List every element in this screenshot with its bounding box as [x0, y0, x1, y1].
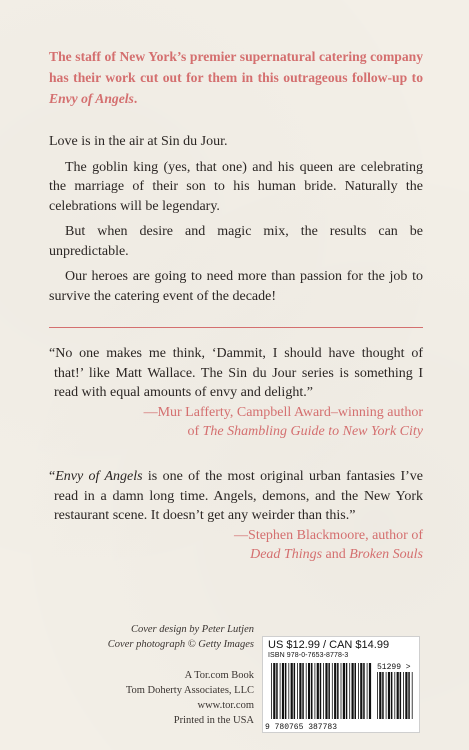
barcode-addon-digits: 51299 >	[377, 663, 411, 672]
quote-open-mark: “	[49, 469, 56, 484]
quote-attribution	[49, 526, 423, 565]
imprint-website: www.tor.com	[197, 700, 254, 711]
barcode-bar	[273, 663, 275, 719]
credit-design: Cover design by Peter Lutjen	[130, 624, 254, 635]
barcode-bar	[337, 663, 339, 719]
barcode-panel	[262, 636, 420, 733]
barcode-bar	[397, 672, 399, 719]
barcode-bar	[346, 663, 348, 719]
barcode-bar	[320, 663, 322, 719]
price-label: US $12.99 / CAN $14.99	[268, 639, 390, 651]
divider-rule	[49, 327, 423, 328]
barcode-bar	[323, 663, 324, 719]
barcode-bar	[317, 663, 319, 719]
tagline-blurb	[49, 46, 423, 109]
barcode-bar	[334, 663, 336, 719]
isbn-label: ISBN 978-0-7653-8778-3	[268, 652, 349, 659]
synopsis-paragraph: The goblin king (yes, that one) and his queen are celebrating the marriage of their son to his human bride. Naturally the celebrations will be legendary.	[49, 159, 423, 214]
barcode-bar	[355, 663, 357, 719]
barcode-bar	[367, 663, 368, 719]
barcode-bar	[280, 663, 281, 719]
barcode-bar	[360, 663, 362, 719]
quote-attribution	[49, 403, 423, 442]
review-quote-lafferty	[49, 344, 423, 442]
barcode-bar	[308, 663, 310, 719]
quote-text	[49, 467, 423, 526]
imprint-line: Tom Doherty Associates, LLC	[125, 685, 254, 696]
barcode-bar	[325, 663, 327, 719]
barcode-bar	[285, 663, 287, 719]
barcode-bar	[382, 672, 384, 719]
attribution-line	[49, 545, 423, 565]
quote-text: “No one makes me think, ‘Dammit, I should have thought of that!’ like Matt Wallace. The Sin du Jour series is something I read with equal amounts of envy and delight.”	[49, 346, 423, 400]
review-quote-blackmoore	[49, 467, 423, 565]
barcode-bar	[400, 672, 402, 719]
barcode-bar	[343, 663, 345, 719]
quote-book-title: Envy of Angels	[55, 469, 143, 484]
barcode-bar	[352, 663, 354, 719]
barcode-bar	[306, 663, 307, 719]
attribution-and: and	[322, 547, 350, 562]
attribution-prefix: of	[187, 424, 203, 439]
barcode-bar	[311, 663, 313, 719]
cover-credits	[108, 622, 254, 652]
barcode-main-digits: 9 780765 387783	[265, 723, 338, 732]
barcode-main-bars	[271, 663, 371, 719]
synopsis	[49, 132, 423, 312]
barcode-bar	[412, 672, 413, 719]
barcode-bar	[291, 663, 293, 719]
blurb-text-after: .	[133, 91, 138, 106]
synopsis-paragraph: But when desire and magic mix, the results can be unpredictable.	[49, 224, 423, 259]
barcode-bar	[328, 663, 330, 719]
barcode-icon	[263, 661, 419, 732]
imprint-line: Printed in the USA	[173, 715, 254, 726]
barcode-bar	[408, 672, 410, 719]
barcode-bar	[297, 663, 298, 719]
credit-photo: Cover photograph © Getty Images	[107, 639, 254, 650]
barcode-bar	[302, 663, 304, 719]
barcode-bar	[386, 672, 387, 719]
barcode-bar	[369, 663, 371, 719]
barcode-bar	[341, 663, 342, 719]
barcode-bar	[358, 663, 359, 719]
publisher-imprint	[126, 668, 254, 728]
barcode-bar	[288, 663, 289, 719]
barcode-bar	[276, 663, 278, 719]
attribution-line: —Mur Lafferty, Campbell Award–winning author	[143, 404, 423, 420]
barcode-bar	[379, 672, 381, 719]
barcode-bar	[332, 663, 333, 719]
attribution-book-title: Dead Things	[250, 547, 323, 562]
attribution-book-title: Broken Souls	[349, 547, 423, 562]
attribution-line: —Stephen Blackmoore, author of	[234, 527, 423, 543]
barcode-bar	[405, 672, 407, 719]
attribution-book-title: The Shambling Guide to New York City	[202, 424, 423, 439]
blurb-text-before: The staff of New York’s premier supernatural catering company has their work cut out for them in this outrageous follow-up to	[49, 49, 423, 85]
barcode-bar	[299, 663, 301, 719]
synopsis-paragraph: Our heroes are going to need more than passion for the job to survive the catering event of the decade!	[49, 269, 423, 304]
attribution-line	[49, 422, 423, 442]
barcode-bar	[282, 663, 284, 719]
barcode-bar	[388, 672, 390, 719]
barcode-bar	[349, 663, 350, 719]
imprint-line: A Tor.com Book	[184, 670, 254, 681]
barcode-addon-bars	[377, 672, 413, 719]
barcode-bar	[315, 663, 316, 719]
synopsis-paragraph: Love is in the air at Sin du Jour.	[49, 134, 228, 149]
barcode-bar	[363, 663, 365, 719]
blurb-book-title: Envy of Angels	[49, 91, 134, 106]
barcode-bar	[391, 672, 393, 719]
barcode-bar	[394, 672, 395, 719]
barcode-bar	[377, 672, 378, 719]
barcode-bar	[294, 663, 296, 719]
quote-body: is one of the most original urban fantasies I’ve read in a damn long time. Angels, demons, and the New York restaurant scene. It doesn’t get any weirder than this.”	[54, 469, 423, 523]
barcode-bar	[403, 672, 404, 719]
barcode-bar	[271, 663, 272, 719]
